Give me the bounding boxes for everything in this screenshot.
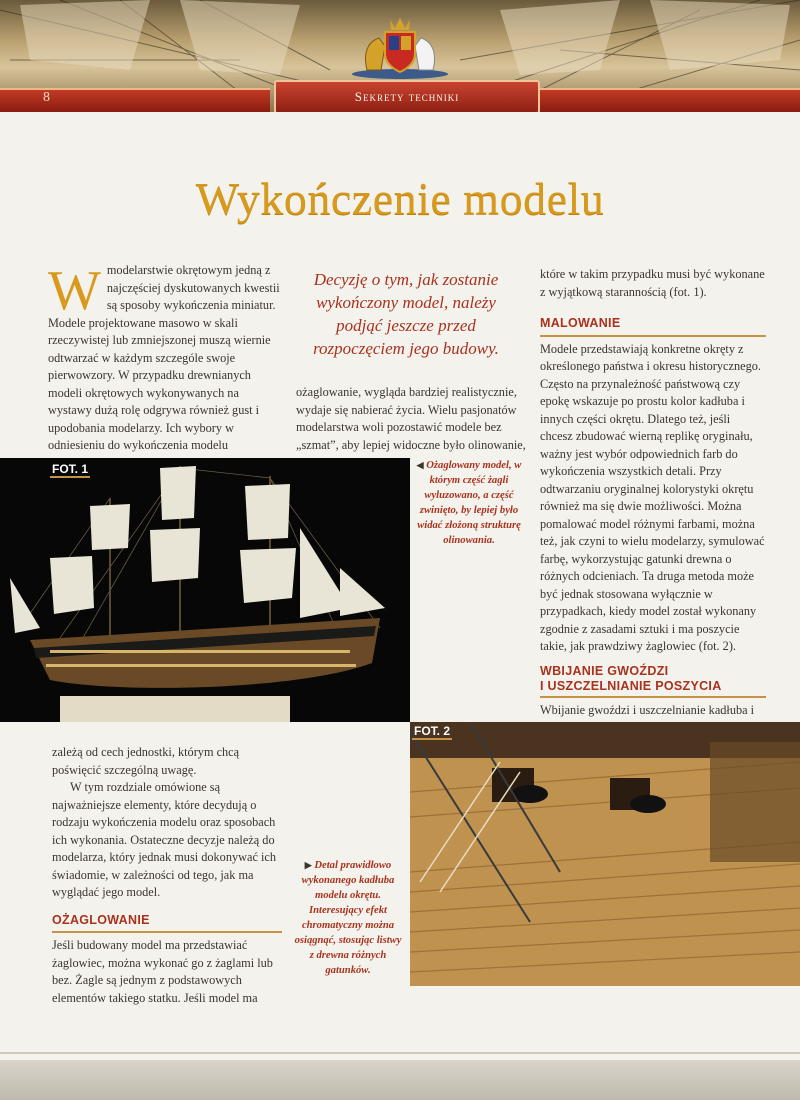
heading-wbijanie-line2: I USZCZELNIANIE POSZYCIA [540, 678, 722, 693]
royal-crest-icon [345, 14, 455, 80]
malowanie-paragraph: Modele przedstawiają konkretne okręty z określonego państwa i okresu historycznego. Często na przynależność państwową czy epokę wskazuje po prostu kolor kadłuba i innych części okrętu. Dlatego też, jeśli chcesz zbudować wierną replikę oryginału, ważny jest wybór odpowiednich farb do wykończenia wszystkich detali. Przy odtwarzaniu oryginalnej kolorystyki okrętu również ma się dwie możliwości. Można pomalować model różnymi farbami, można też, jak czyni to wielu modelarzy, symulować farbę, wykorzystując gatunki drewna o różnych odcieniach. Ta druga metoda może być jednak stosowana wyłącznie w przypadkach, kiedy model został wykonany zgodnie z zasadami sztuki i ma poszycie takie, jak prawdziwy żaglowiec (fot. 2). [540, 341, 765, 653]
intro-column [48, 262, 280, 455]
ozaglowanie-paragraph: Jeśli budowany model ma przedstawiać żaglowiec, można wykonać go z żaglami lub bez. Żagle są jednym z podstawowych elementów takiego statku. Jeśli model ma [52, 938, 273, 1005]
heading-wbijanie-line1: WBIJANIE GWOŹDZI [540, 663, 669, 678]
caption-fot2 [292, 858, 404, 978]
caption-fot1 [414, 458, 524, 548]
caption-arrow-left-icon: ◀ [416, 460, 424, 470]
caption-arrow-right-icon: ▶ [304, 860, 312, 870]
wbijanie-paragraph: Wbijanie gwoździ i uszczelnianie kadłuba i [540, 702, 755, 717]
page-edge-line [0, 1052, 800, 1054]
lower-left-paragraph-1: zależą od cech jednostki, którym chcą poświęcić szczególną uwagę. [52, 745, 240, 777]
caption-fot2-text: Detal prawidłowo wykonanego kadłuba modelu okrętu. Interesujący efekt chromatyczny można osiągnąć, stosując listwy z drewna różnych gatunków. [294, 860, 402, 976]
lower-left-paragraph-2: W tym rozdziale omówione są najważniejsze elementy, które decydują o rodzaju wykończenia modelu oraz sposobach ich wykonania. Ostateczne decyzje należą do modelarza, który jednak musi dokonywać ich świadomie, w zależności od tego, jak ma wyglądać jego model. [52, 780, 277, 899]
pull-quote: Decyzję o tym, jak zostanie wykończony model, należy podjąć jeszcze przed rozpoczęciem jego budowy. [313, 270, 499, 358]
page-number: 8 [43, 90, 50, 105]
ship-model-illustration [0, 458, 410, 722]
intro-paragraph: modelarstwie okrętowym jedną z najczęściej dyskutowanych kwestii są sposoby wykończenia miniatur. Modele projektowane masowo w skali rzeczywistej lub zmniejszonej muszą wiernie odtwarzać w każdym szczególe swoje pierwowzory. W przypadku drewnianych modeli okrętowych wykonywanych na wystawy dużą rolę odgrywa również gust i upodobania modelarzy. Ich wybory w odniesieniu do wykończenia modelu [48, 263, 280, 452]
section-label: Sekrety techniki [354, 89, 460, 104]
heading-wbijanie [540, 664, 766, 698]
photo-ship-model [0, 458, 410, 722]
header-ribbon-right [540, 88, 800, 112]
heading-ozaglowanie: OŻAGLOWANIE [52, 912, 282, 934]
photo2-label: FOT. 2 [414, 724, 451, 738]
header-ribbon-left [0, 88, 270, 112]
header-banner [0, 0, 800, 112]
right-column [540, 266, 766, 737]
photo1-label: FOT. 1 [52, 462, 89, 476]
article-title: Wykończenie modelu [195, 173, 605, 224]
hull-detail-illustration [410, 722, 800, 986]
right-top-paragraph: które w takim przypadku musi być wykonane z wyjątkową starannością (fot. 1). [540, 267, 765, 299]
middle-column [296, 384, 526, 454]
heading-malowanie: MALOWANIE [540, 315, 766, 337]
scan-bottom-margin [0, 1060, 800, 1100]
middle-paragraph: ożaglowanie, wygląda bardziej realistycznie, wydaje się nabierać życia. Wielu pasjonatów modelarstwa woli pozostawić modele bez „szmat”, aby lepiej widoczne było olinowanie, [296, 385, 526, 452]
photo-hull-detail [410, 722, 800, 986]
lower-left-column [52, 744, 282, 1007]
drop-cap: W [48, 260, 101, 322]
section-label-ribbon [274, 80, 540, 112]
caption-fot1-text: Ożaglowany model, w którym część żagli wyluzowano, a część zwinięto, by lepiej było widać złożoną strukturę olinowania. [417, 460, 522, 546]
